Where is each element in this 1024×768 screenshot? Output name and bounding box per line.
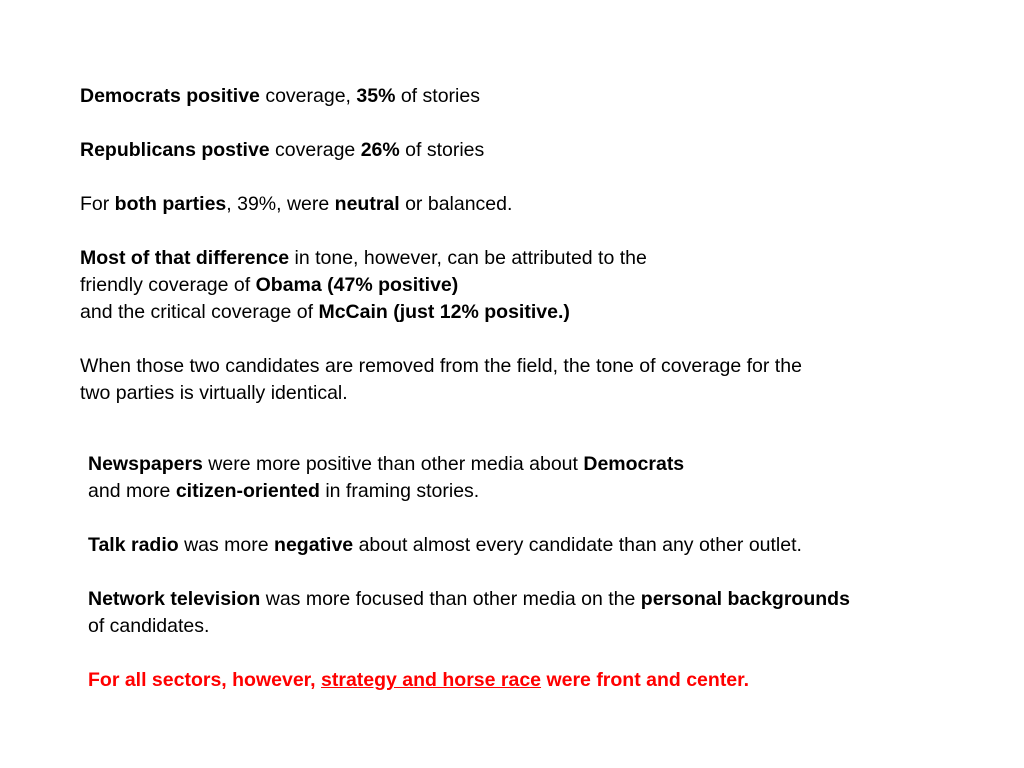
talk-radio-line: Talk radio was more negative about almost every candidate than any other outlet.	[88, 534, 802, 556]
media-section	[88, 451, 850, 694]
strategy-horse-race-phrase: strategy and horse race	[321, 669, 542, 691]
both-parties-line: For both parties, 39%, were neutral or balanced.	[80, 193, 513, 215]
all-sectors-conclusion: For all sectors, however, strategy and horse race were front and center.	[88, 669, 750, 691]
network-television-paragraph: Network television was more focused than other media on the personal backgrounds of candidates.	[88, 588, 850, 637]
republicans-coverage-line: Republicans postive coverage 26% of stories	[80, 139, 485, 161]
candidates-removed-paragraph: When those two candidates are removed from the field, the tone of coverage for the two parties is virtually identical.	[80, 355, 802, 404]
difference-paragraph: Most of that difference in tone, however, can be attributed to the friendly coverage of Obama (47% positive) and the critical coverage of McCain (just 12% positive.)	[80, 247, 647, 323]
democrats-coverage-line: Democrats positive coverage, 35% of stories	[80, 85, 480, 107]
newspapers-paragraph: Newspapers were more positive than other media about Democrats and more citizen-oriented in framing stories.	[88, 453, 685, 502]
summary-section	[80, 83, 802, 407]
